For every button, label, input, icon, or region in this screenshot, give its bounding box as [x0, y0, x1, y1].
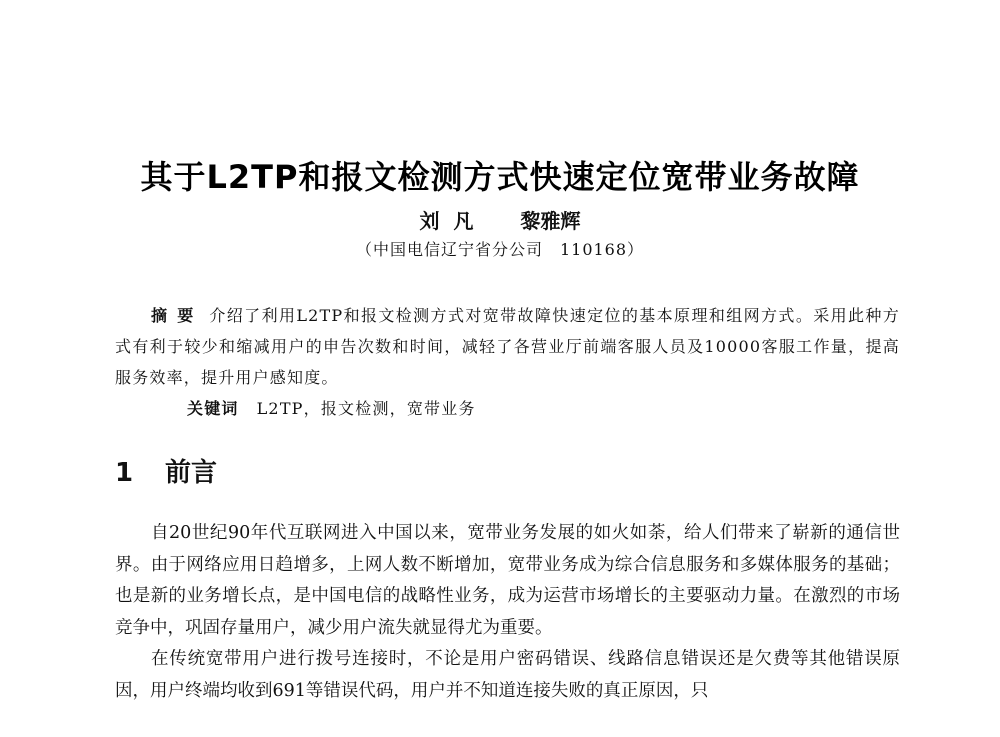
author-name: 刘凡	[419, 209, 488, 233]
paper-title: 其于L2TP和报文检测方式快速定位宽带业务故障	[140, 158, 860, 196]
affiliation: （中国电信辽宁省分公司 110168）	[355, 240, 645, 259]
body-text	[115, 518, 900, 707]
keywords-label: 关键词	[187, 399, 239, 418]
body-paragraph: 在传统宽带用户进行拨号连接时，不论是用户密码错误、线路信息错误还是欠费等其他错误原因，用户终端均收到691等错误代码，用户并不知道连接失败的真正原因，只	[115, 649, 900, 701]
section-heading	[115, 452, 217, 489]
abstract-text: 介绍了利用L2TP和报文检测方式对宽带故障快速定位的基本原理和组网方式。采用此种方式有利于较少和缩减用户的申告次数和时间，减轻了各营业厅前端客服人员及10000客服工作量，提高服务效率，提升用户感知度。	[115, 306, 900, 387]
section-title: 前言	[165, 458, 218, 488]
body-paragraph: 自20世纪90年代互联网进入中国以来，宽带业务发展的如火如荼，给人们带来了崭新的通信世界。由于网络应用日趋增多，上网人数不断增加，宽带业务成为综合信息服务和多媒体服务的基础；也是新的业务增长点，是中国电信的战略性业务，成为运营市场增长的主要驱动力量。在激烈的市场竞争中，巩固存量用户，减少用户流失就显得尤为重要。	[115, 523, 900, 638]
abstract-block	[115, 300, 900, 424]
author-name: 黎雅辉	[520, 209, 581, 233]
keywords-text: L2TP，报文检测，宽带业务	[256, 399, 476, 418]
abstract-paragraph	[115, 300, 900, 393]
author-list	[0, 205, 1000, 234]
abstract-label: 摘要	[151, 306, 204, 325]
keywords-line	[115, 393, 900, 424]
section-number: 1	[115, 458, 134, 488]
